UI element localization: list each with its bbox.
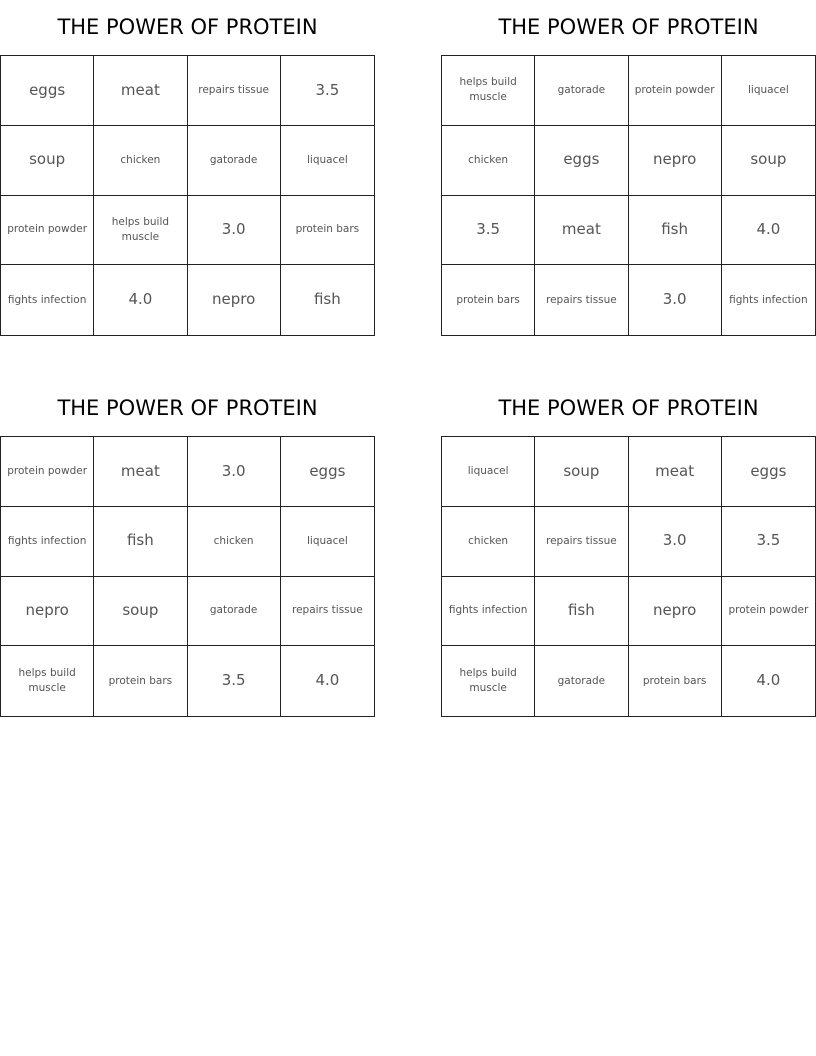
bingo-cell: eggs	[722, 437, 815, 507]
bingo-cell: chicken	[188, 507, 281, 577]
bingo-cell: repairs tissue	[188, 56, 281, 126]
bingo-cell: protein powder	[722, 577, 815, 647]
bingo-cell: 3.5	[188, 646, 281, 716]
bingo-cell: helps build muscle	[94, 196, 187, 266]
bingo-cell: 3.5	[281, 56, 374, 126]
bingo-cell: 3.0	[188, 196, 281, 266]
bingo-cell: liquacel	[281, 126, 374, 196]
bingo-cell: liquacel	[442, 437, 535, 507]
bingo-cell: helps build muscle	[442, 646, 535, 716]
bingo-cell: protein bars	[629, 646, 722, 716]
bingo-cell: protein bars	[281, 196, 374, 266]
bingo-cell: repairs tissue	[281, 577, 374, 647]
bingo-cell: repairs tissue	[535, 507, 628, 577]
bingo-cell: nepro	[629, 126, 722, 196]
bingo-cell: fish	[94, 507, 187, 577]
card-title: THE POWER OF PROTEIN	[498, 396, 759, 420]
bingo-grid	[441, 55, 816, 336]
bingo-cell: nepro	[629, 577, 722, 647]
bingo-cell: helps build muscle	[442, 56, 535, 126]
bingo-cell: fights infection	[442, 577, 535, 647]
bingo-cell: nepro	[188, 265, 281, 335]
bingo-cell: 4.0	[315, 671, 340, 690]
bingo-cell: protein powder	[1, 196, 94, 266]
bingo-cell: eggs	[281, 437, 374, 507]
bingo-cell: fights infection	[1, 507, 94, 577]
bingo-cell: protein bars	[442, 265, 535, 335]
bingo-cell: gatorade	[535, 646, 628, 716]
bingo-cell: liquacel	[281, 507, 374, 577]
bingo-cell: 3.0	[629, 265, 722, 335]
bingo-cell: protein bars	[94, 646, 187, 716]
bingo-cell: eggs	[535, 126, 628, 196]
bingo-cell: helps build muscle	[1, 646, 94, 716]
bingo-cell: liquacel	[722, 56, 815, 126]
bingo-cell: gatorade	[188, 126, 281, 196]
bingo-cell: soup	[94, 577, 187, 647]
card-title: THE POWER OF PROTEIN	[57, 15, 318, 39]
bingo-cell: 3.5	[722, 507, 815, 577]
bingo-cell: fish	[535, 577, 628, 647]
bingo-cell: nepro	[1, 577, 94, 647]
bingo-cell: 3.0	[188, 437, 281, 507]
bingo-cell: protein powder	[1, 437, 94, 507]
bingo-cell: chicken	[94, 126, 187, 196]
bingo-cell: protein powder	[629, 56, 722, 126]
bingo-cell: 3.0	[629, 507, 722, 577]
bingo-cell: meat	[629, 437, 722, 507]
bingo-cell: gatorade	[188, 577, 281, 647]
bingo-cell: soup	[1, 126, 94, 196]
bingo-cell: fights infection	[729, 293, 808, 306]
bingo-cell: 4.0	[756, 671, 781, 690]
bingo-cell: chicken	[442, 507, 535, 577]
bingo-cell: fights infection	[1, 265, 94, 335]
card-title: THE POWER OF PROTEIN	[498, 15, 759, 39]
bingo-cell: eggs	[1, 56, 94, 126]
bingo-cell: meat	[94, 56, 187, 126]
bingo-cell: gatorade	[535, 56, 628, 126]
bingo-cell: fish	[313, 290, 341, 309]
bingo-cell: soup	[535, 437, 628, 507]
bingo-cell: meat	[94, 437, 187, 507]
bingo-grid	[0, 436, 375, 717]
bingo-cell: 3.5	[442, 196, 535, 266]
bingo-cell: chicken	[442, 126, 535, 196]
bingo-cell: 4.0	[94, 265, 187, 335]
bingo-cell: fish	[629, 196, 722, 266]
card-title: THE POWER OF PROTEIN	[57, 396, 318, 420]
bingo-cell: meat	[535, 196, 628, 266]
bingo-cell: soup	[722, 126, 815, 196]
bingo-grid	[441, 436, 816, 717]
bingo-cell: 4.0	[722, 196, 815, 266]
bingo-grid	[0, 55, 375, 336]
bingo-cell: repairs tissue	[535, 265, 628, 335]
